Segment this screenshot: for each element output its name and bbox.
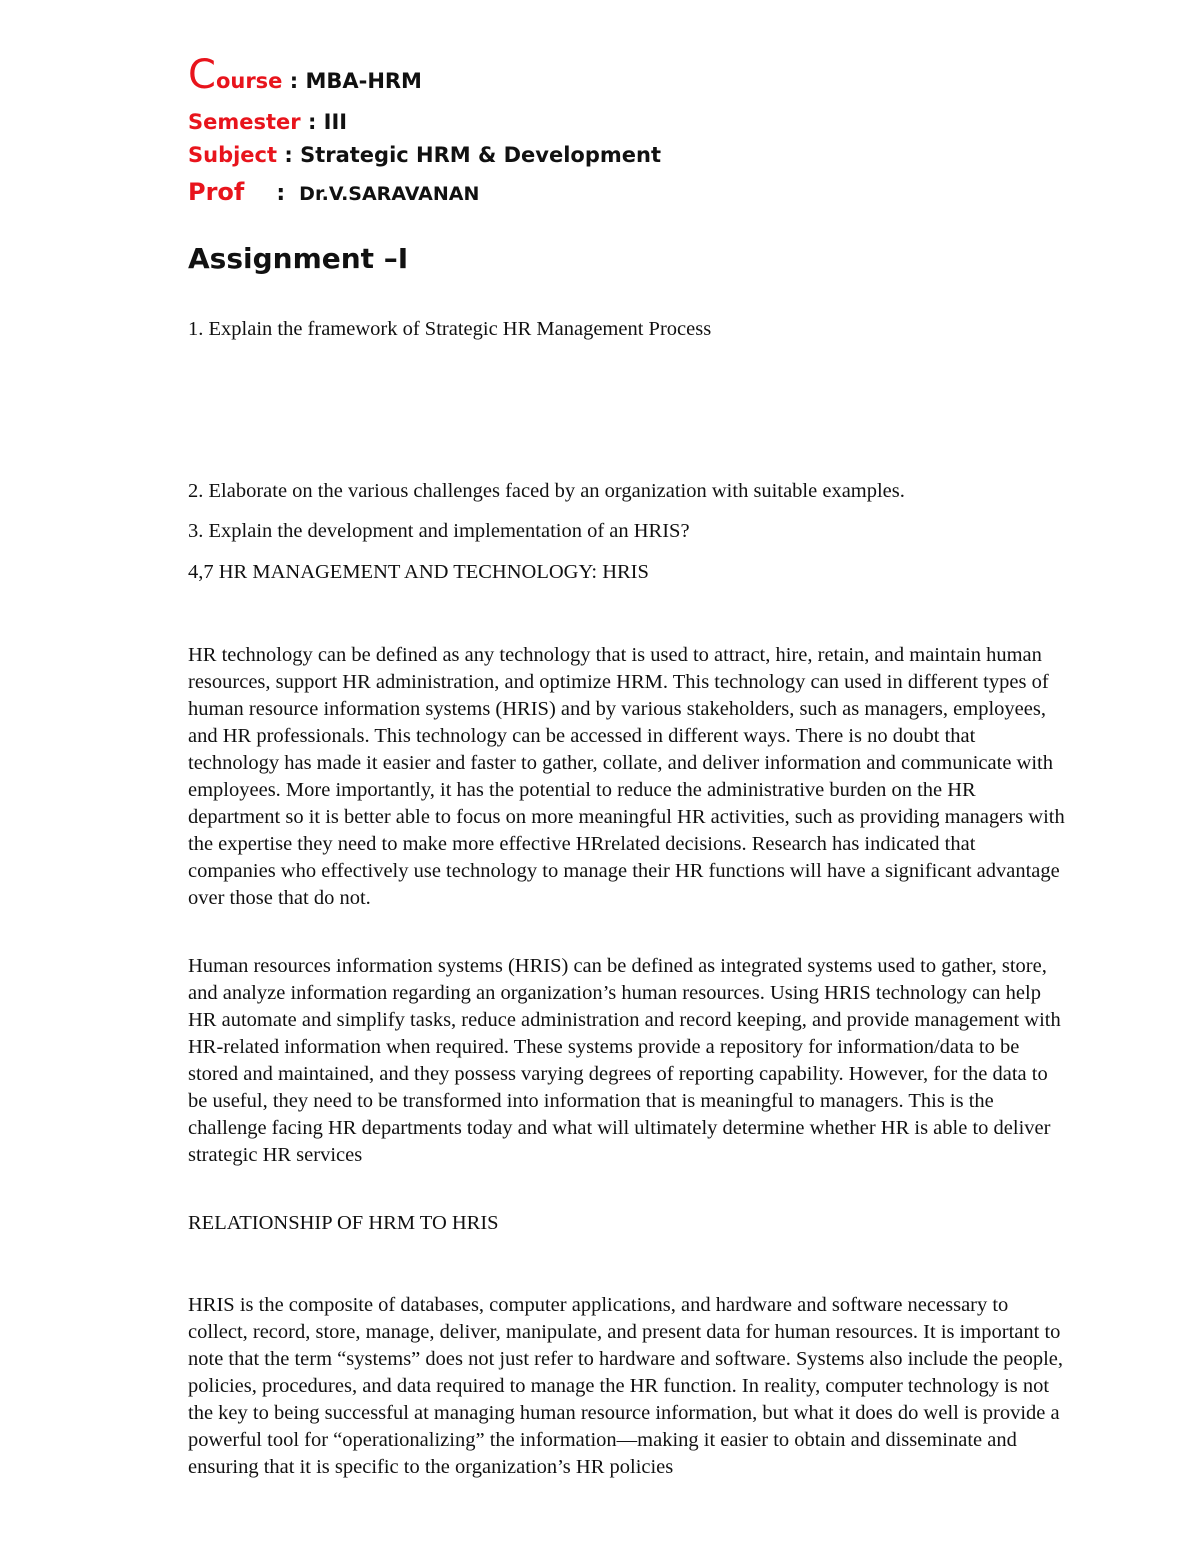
paragraph-hris-definition: Human resources information systems (HRIS) can be defined as integrated systems used to gather, store, and analyze information regarding an organization’s human resources. Using HRIS technology can help HR automate and simplify tasks, reduce administration and record keeping, and provide management with HR-related information when required. These systems provide a repository for information/data to be stored and maintained, and they possess varying degrees of reporting capability. However, for the data to be useful, they need to be transformed into information that is meaningful to managers. This is the challenge facing HR departments today and what will ultimately determine whether HR is able to deliver strategic HR services <box>188 955 1061 1166</box>
question-3: 3. Explain the development and implementation of an HRIS? <box>188 520 690 542</box>
section-heading-technology: 4,7 HR MANAGEMENT AND TECHNOLOGY: HRIS <box>188 561 649 583</box>
subject-line <box>188 143 661 167</box>
question-2: 2. Elaborate on the various challenges faced by an organization with suitable examples. <box>188 480 905 502</box>
course-value: : MBA-HRM <box>282 69 422 93</box>
prof-value: Dr.V.SARAVANAN <box>299 183 480 205</box>
paragraph-hr-technology: HR technology can be defined as any technology that is used to attract, hire, retain, and maintain human resources, support HR administration, and optimize HRM. This technology can used in different types of human resource information systems (HRIS) and by various stakeholders, such as managers, employees, and HR professionals. This technology can be accessed in different ways. There is no doubt that technology has made it easier and faster to gather, collate, and deliver information and communicate with employees. More importantly, it has the potential to reduce the administrative burden on the HR department so it is better able to focus on more meaningful HR activities, such as providing managers with the expertise they need to make more effective HRrelated decisions. Research has indicated that companies who effectively use technology to manage their HR functions will have a significant advantage over those that do not. <box>188 644 1065 909</box>
course-label: ourse <box>215 69 283 93</box>
semester-label: Semester <box>188 110 301 134</box>
prof-label: Prof <box>188 178 245 206</box>
assignment-title: Assignment –I <box>188 242 409 275</box>
course-line <box>188 52 422 98</box>
question-1: 1. Explain the framework of Strategic HR Management Process <box>188 318 712 340</box>
section-heading-relationship: RELATIONSHIP OF HRM TO HRIS <box>188 1212 499 1234</box>
semester-line <box>188 110 347 134</box>
subject-label: Subject <box>188 143 278 167</box>
course-initial: C <box>188 52 216 98</box>
paragraph-hris-composite: HRIS is the composite of databases, computer applications, and hardware and software necessary to collect, record, store, manage, deliver, manipulate, and present data for human resources. It is important to note that the term “systems” does not just refer to hardware and software. Systems also include the people, policies, procedures, and data required to manage the HR function. In reality, computer technology is not the key to being successful at managing human resource information, but what it does do well is provide a powerful tool for “operationalizing” the information—making it easier to obtain and disseminate and ensuring that it is specific to the organization’s HR policies <box>188 1294 1063 1478</box>
subject-value: : Strategic HRM & Development <box>277 143 661 167</box>
prof-colon: : <box>276 181 286 206</box>
semester-value: : III <box>300 110 348 134</box>
prof-line <box>188 178 479 206</box>
